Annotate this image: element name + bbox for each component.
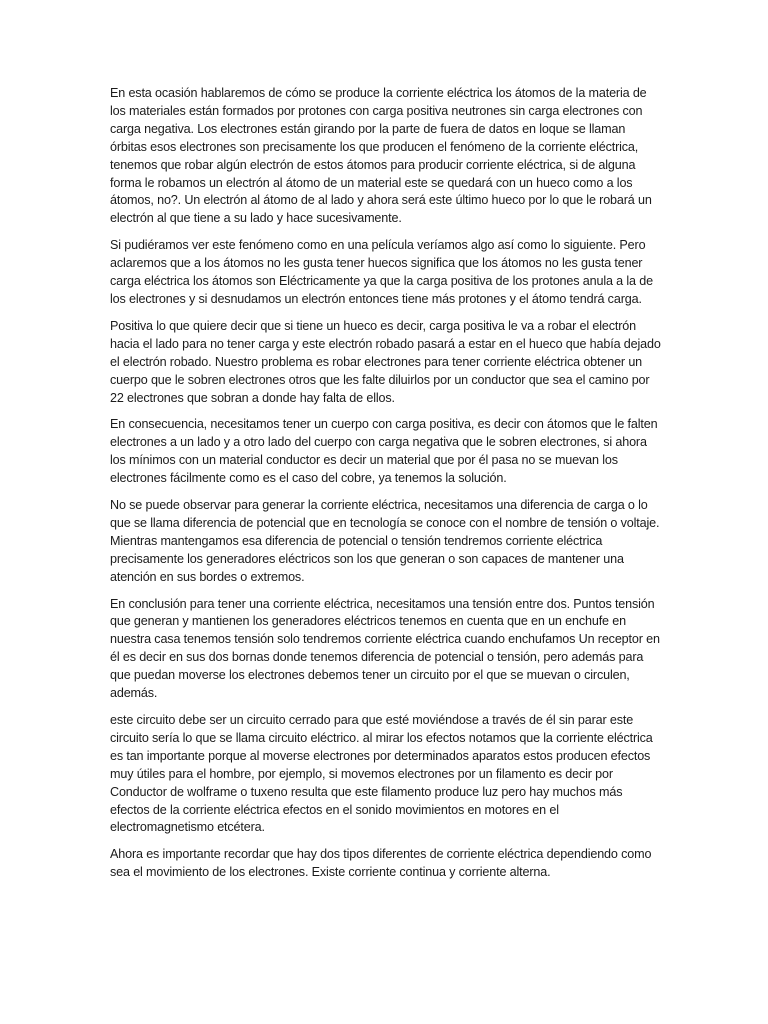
paragraph: Ahora es importante recordar que hay dos tipos diferentes de corriente eléctrica dependiendo como sea el movimiento de los electrones. Existe corriente continua y corriente alterna.	[110, 847, 652, 880]
paragraph: No se puede observar para generar la corriente eléctrica, necesitamos una diferencia de carga o lo que se llama diferencia de potencial que en tecnología se conoce con el nombre de tensión o voltaje. Mientras mantengamos esa diferencia de potencial o tensión tendremos corriente eléctrica precisamente los generadores eléctricos son los que generan o son capaces de mantener una atención en sus bordes o extremos.	[110, 498, 660, 584]
paragraph: En consecuencia, necesitamos tener un cuerpo con carga positiva, es decir con átomos que le falten electrones a un lado y a otro lado del cuerpo con carga negativa que le sobren electrones, si ahora los mínimos con un material conductor es decir un material que por él pasa no se muevan los electrones fácilmente como es el caso del cobre, ya tenemos la solución.	[110, 417, 658, 486]
paragraph: Positiva lo que quiere decir que si tiene un hueco es decir, carga positiva le va a robar el electrón hacia el lado para no tener carga y este electrón robado pasará a estar en el hueco que había dejado el electrón robado. Nuestro problema es robar electrones para tener corriente eléctrica obtener un cuerpo que le sobren electrones otros que les falte diluirlos por un conductor que sea el camino por 22 electrones que sobran a donde hay falta de ellos.	[110, 318, 661, 405]
paragraph: Si pudiéramos ver este fenómeno como en una película veríamos algo así como lo siguiente. Pero aclaremos que a los átomos no les gusta tener huecos significa que los átomos no les gusta tener carga eléctrica los átomos son Eléctricamente ya que la carga positiva de los protones anula a la de los electrones y si desnudamos un electrón entonces tiene más protones y el átomo tendrá carga.	[110, 238, 653, 306]
paragraph: En esta ocasión hablaremos de cómo se produce la corriente eléctrica los átomos de la materia de los materiales están formados por protones con carga positiva neutrones sin carga electrones con carga negativa. Los electrones están girando por la parte de fuera de datos en loque se llaman órbitas esos electrones son precisamente los que producen el fenómeno de la corriente eléctrica, tenemos que robar algún electrón de estos átomos para producir corriente eléctrica, si de alguna forma le robamos un electrón al átomo de un material este se quedará con un hueco como a los átomos, no?. Un electrón al átomo de al lado y ahora será este último hueco por lo que le robará un electrón al que tiene a su lado y hace sucesivamente.	[110, 86, 652, 226]
document-body	[110, 85, 662, 891]
paragraph: En conclusión para tener una corriente eléctrica, necesitamos una tensión entre dos. Puntos tensión que generan y mantienen los generadores eléctricos tenemos en cuenta que en un enchufe en nuestra casa tenemos tensión solo tendremos corriente eléctrica cuando enchufamos Un receptor en él es decir en sus dos bornas donde tenemos diferencia de potencial o tensión, pero además para que puedan moverse los electrones debemos tener un circuito por el que se muevan o circulen, además.	[110, 596, 660, 701]
paragraph: este circuito debe ser un circuito cerrado para que esté moviéndose a través de él sin parar este circuito sería lo que se llama circuito eléctrico. al mirar los efectos notamos que la corriente eléctrica es tan importante porque al moverse electrones por determinados aparatos estos producen efectos muy útiles para el hombre, por ejemplo, si movemos electrones por un filamento es decir por Conductor de wolframe o tuxeno resulta que este filamento produce luz pero hay muchos más efectos de la corriente eléctrica efectos en el sonido movimientos en motores en el electromagnetismo etcétera.	[110, 713, 653, 835]
